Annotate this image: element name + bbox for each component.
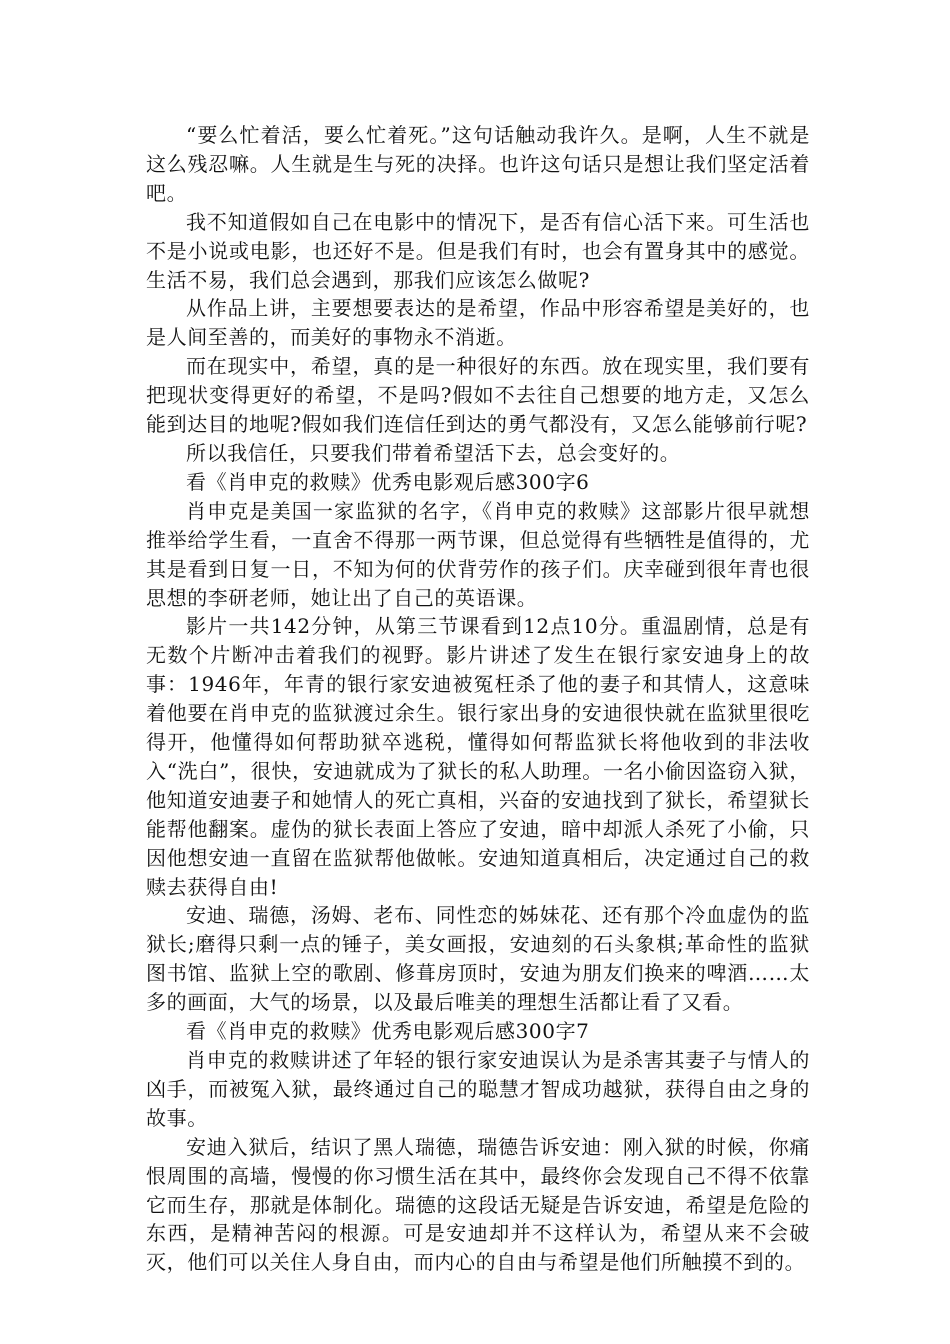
document-body	[146, 121, 810, 1277]
paragraph: 从作品上讲，主要想要表达的是希望，作品中形容希望是美好的，也是人间至善的，而美好的事物永不消逝。	[146, 296, 810, 350]
paragraph: 而在现实中，希望，真的是一种很好的东西。放在现实里，我们要有把现状变得更好的希望，不是吗?假如不去往自己想要的地方走，又怎么能到达目的地呢?假如我们连信任到达的勇气都没有，又怎么能够前行呢?	[146, 354, 810, 437]
paragraph: 影片一共142分钟，从第三节课看到12点10分。重温剧情，总是有无数个片断冲击着我们的视野。影片讲述了发生在银行家安迪身上的故事：1946年，年青的银行家安迪被冤枉杀了他的妻子和其情人，这意味着他要在肖申克的监狱渡过余生。银行家出身的安迪很快就在监狱里很吃得开，他懂得如何帮助狱卒逃税，懂得如何帮监狱长将他收到的非法收入“洗白”，很快，安迪就成为了狱长的私人助理。一名小偷因盗窃入狱，他知道安迪妻子和她情人的死亡真相，兴奋的安迪找到了狱长，希望狱长能帮他翻案。虚伪的狱长表面上答应了安迪，暗中却派人杀死了小偷，只因他想安迪一直留在监狱帮他做帐。安迪知道真相后，决定通过自己的救赎去获得自由!	[146, 614, 810, 899]
paragraph: 我不知道假如自己在电影中的情况下，是否有信心活下来。可生活也不是小说或电影，也还好不是。但是我们有时，也会有置身其中的感觉。生活不易，我们总会遇到，那我们应该怎么做呢?	[146, 209, 810, 292]
paragraph: 肖申克的救赎讲述了年轻的银行家安迪误认为是杀害其妻子与情人的凶手，而被冤入狱，最终通过自己的聪慧才智成功越狱，获得自由之身的故事。	[146, 1048, 810, 1130]
section-heading: 看《肖申克的救赎》优秀电影观后感300字6	[186, 469, 590, 494]
paragraph: 所以我信任，只要我们带着希望活下去，总会变好的。	[186, 440, 681, 465]
paragraph: 肖申克是美国一家监狱的名字，《肖申克的救赎》这部影片很早就想推举给学生看，一直舍不得那一两节课，但总觉得有些牺牲是值得的，尤其是看到日复一日，不知为何的伏背劳作的孩子们。庆幸碰到很年青也很思想的李研老师，她让出了自己的英语课。	[146, 498, 810, 610]
paragraph: 安迪入狱后，结识了黑人瑞德，瑞德告诉安迪：刚入狱的时候，你痛恨周围的高墙，慢慢的你习惯生活在其中，最终你会发现自己不得不依靠它而生存，那就是体制化。瑞德的这段话无疑是告诉安迪，希望是危险的东西，是精神苦闷的根源。可是安迪却并不这样认为，希望从来不会破灭，他们可以关住人身自由，而内心的自由与希望是他们所触摸不到的。	[146, 1134, 810, 1275]
paragraph: 安迪、瑞德，汤姆、老布、同性恋的姊妹花、还有那个冷血虚伪的监狱长;磨得只剩一点的锤子，美女画报，安迪刻的石头象棋;革命性的监狱图书馆、监狱上空的歌剧、修葺房顶时，安迪为朋友们换来的啤酒……太多的画面，大气的场景，以及最后唯美的理想生活都让看了又看。	[146, 903, 810, 1015]
paragraph: “要么忙着活，要么忙着死。”这句话触动我许久。是啊，人生不就是这么残忍嘛。人生就是生与死的决择。也许这句话只是想让我们坚定活着吧。	[146, 123, 810, 205]
section-heading: 看《肖申克的救赎》优秀电影观后感300字7	[186, 1019, 590, 1044]
